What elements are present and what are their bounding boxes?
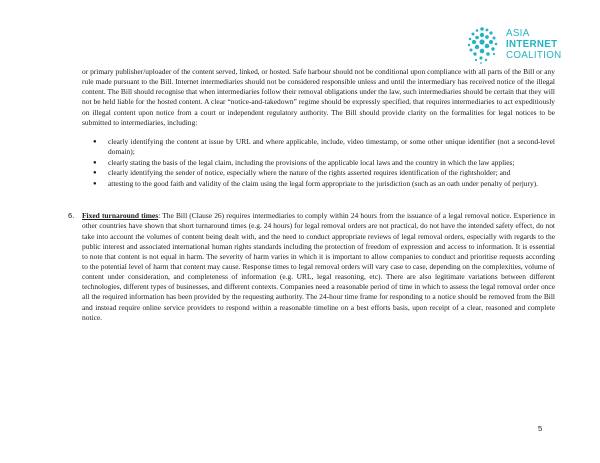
item-6-title: Fixed turnaround times: [82, 211, 159, 221]
item-number: 6.: [68, 211, 75, 221]
dot-sphere-icon: [466, 25, 502, 65]
list-item: ● clearly identifying the content at issue by URL and where applicable, include, video timestamp, or some other unique identifier (not a second-level domain);: [108, 137, 555, 157]
intro-paragraph: or primary publisher/uploader of the content served, linked, or hosted. Safe harbour should not be conditional upon compliance with all parts of the Bill or any rule made pursuant to the Bill. Internet intermediaries should not be considered responsible unless and until the intermediary has received notice of the illegal content. The Bill should recognise that when intermediaries follow their removal obligations under the law, such intermediaries should be certain that they will not be held liable for the hosted content. A clear “notice-and-takedown” regime should be expressly specified, that requires intermediaries to act expeditiously on illegal content upon notice from a court or independent regulatory authority. The Bill should provide clarity on the formalities for legal notices to be submitted to intermediaries, including:: [82, 67, 555, 127]
list-item: ● attesting to the good faith and validity of the claim using the legal form appropriate to the jurisdiction (such as an oath under penalty of perjury).: [108, 179, 555, 189]
list-item: ● clearly identifying the sender of notice, especially where the nature of the rights asserted requires identification of the rightsholder; and: [108, 168, 555, 178]
item-6-body: : The Bill (Clause 26) requires intermediaries to comply within 24 hours from the issuance of a legal removal notice. Experience in other countries have shown that short turnaround times (e.g. 24 hours) for legal removal orders are not practical, do not have the intended safety effect, do not take into account the volumes of content being dealt with, and the need to conduct appropriate reviews of legal removal orders, especially with regards to the public interest and associated international human rights standards including the protection of freedom of expression and access to information. It is essential to note that content is not equal in harm. The severity of harm varies in which it is important to allow companies to conduct and prioritise requests according to the potential level of harm that content may cause. Response times to legal removal orders will vary case to case, depending on the complexities, volume of content under consideration, and completeness of information (e.g. URL, legal reasoning, etc). There are also legitimate variations between different technologies, different types of businesses, and different contexts. Companies need a reasonable period of time in which to assess the legal removal order once all the required information has been provided by the requesting authority. The 24-hour time frame for responding to a notice should be removed from the Bill and instead require online service providers to respond within a reasonable timeline on a best efforts basis, upon receipt of a clear, reasoned and complete notice.: [82, 211, 556, 322]
asia-internet-coalition-logo: [466, 25, 584, 65]
notice-formalities-list: [82, 137, 555, 189]
list-item: ● clearly stating the basis of the legal claim, including the provisions of the applicable local laws and the country in which the law applies;: [108, 158, 555, 168]
page-number: 5: [538, 424, 543, 433]
logo-line-internet: INTERNET: [506, 39, 558, 50]
logo-line-coalition: COALITION: [506, 50, 562, 61]
page-body: [68, 67, 556, 323]
numbered-item-6: [68, 211, 556, 323]
logo-line-asia: ASIA: [506, 28, 530, 39]
item-6-paragraph: [82, 211, 555, 323]
logo-wordmark: [506, 28, 562, 61]
